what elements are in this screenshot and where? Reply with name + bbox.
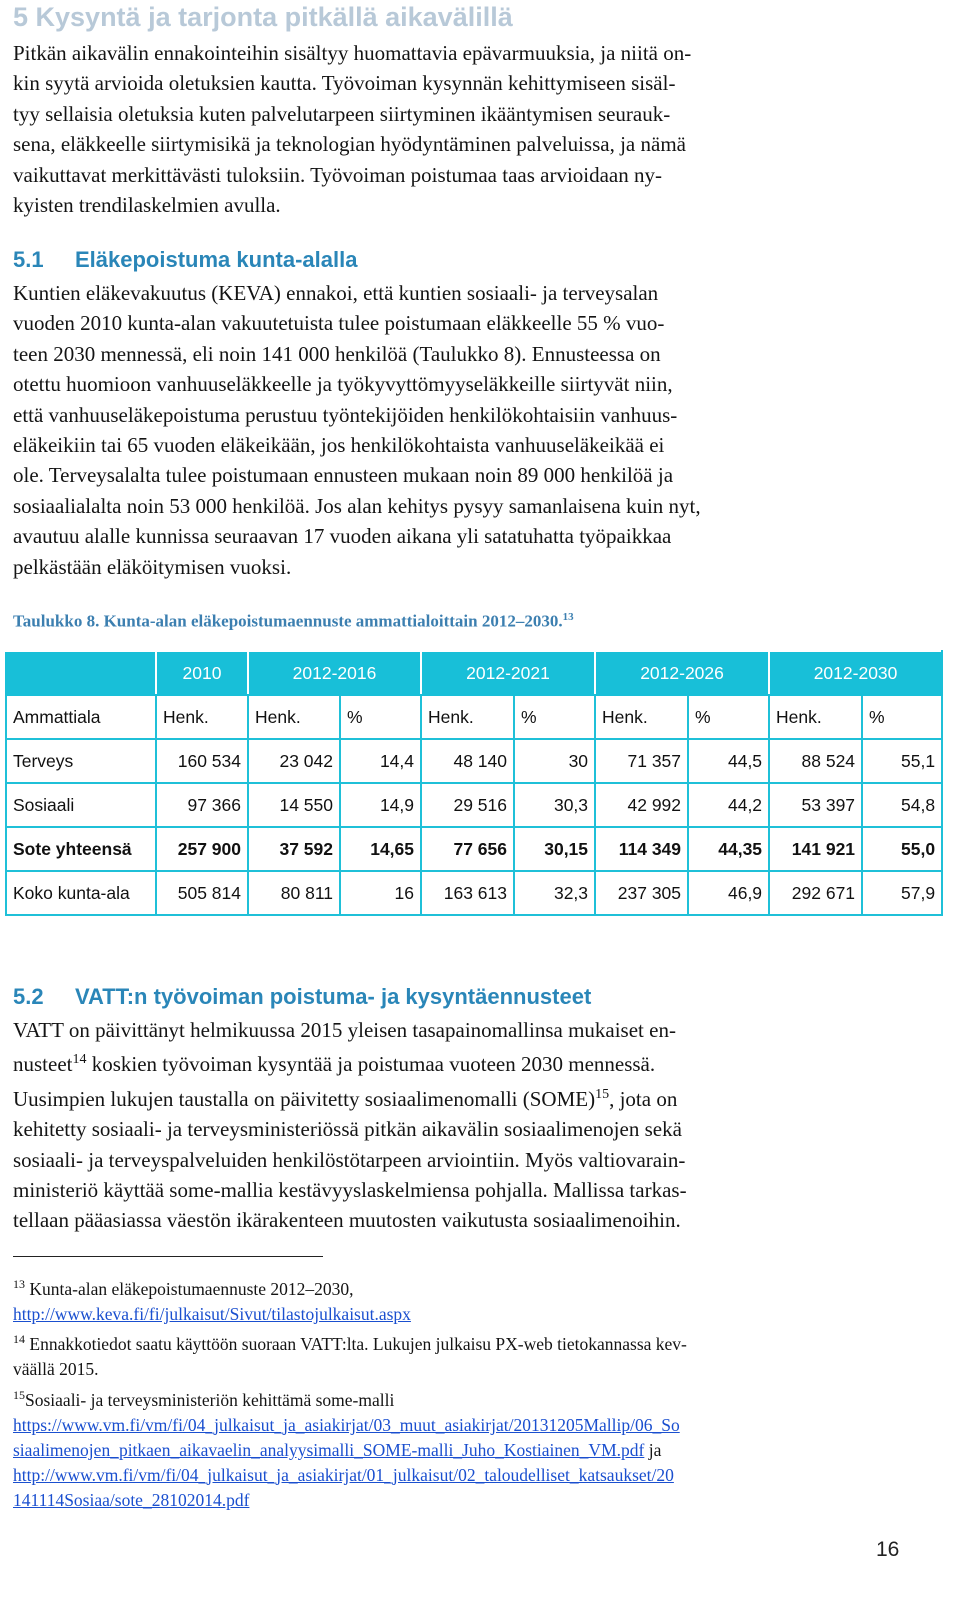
table-cell: 505 814 (156, 871, 248, 915)
section-5-1-line: että vanhuuseläkepoistuma perustuu työntekijöiden henkilökohtaisiin vanhuus- (13, 402, 678, 427)
table-period-header: 2012-2030 (769, 651, 942, 695)
table-row (6, 739, 942, 783)
chapter-heading: 5 Kysyntä ja tarjonta pitkällä aikavälillä (13, 2, 513, 32)
table-subheader-cell: % (688, 695, 769, 739)
table-period-header: 2012-2016 (248, 651, 421, 695)
section-5-2-line: nusteet$^{14}$ koskien työvoiman kysyntää ja poistumaa vuoteen 2030 mennessä. (13, 1052, 656, 1077)
section-5-1-line: eläkeikiin tai 65 vuoden eläkeikään, jos henkilökohtaista vanhuuseläkeikää ei (13, 433, 665, 458)
footnote-14-text: Ennakkotiedot saatu käyttöön suoraan VATT:lta. Lukujen julkaisu PX-web tietokannassa kev- (25, 1333, 687, 1354)
table-cell: 16 (340, 871, 421, 915)
table-cell: 14,4 (340, 739, 421, 783)
table-cell: 37 592 (248, 827, 340, 871)
table-cell: 97 366 (156, 783, 248, 827)
table-row (6, 783, 942, 827)
table-row-label: Koko kunta-ala (6, 871, 156, 915)
section-5-2-title: VATT:n työvoiman poistuma- ja kysyntäennusteet (75, 984, 592, 1009)
table-period-header: 2012-2026 (595, 651, 769, 695)
table-cell: 53 397 (769, 783, 862, 827)
section-5-1-line: Kuntien eläkevakuutus (KEVA) ennakoi, että kuntien sosiaali- ja terveysalan (13, 281, 659, 305)
intro-line: sena, eläkkeelle siirtymisikä ja teknologian hyödyntäminen palveluissa, ja nämä (13, 132, 686, 157)
table-cell: 77 656 (421, 827, 514, 871)
table-cell: 55,0 (862, 827, 942, 871)
section-5-2-paragraph (13, 1015, 933, 1236)
footnote-13-link[interactable]: http://www.keva.fi/fi/julkaisut/Sivut/tilastojulkaisut.aspx (13, 1303, 411, 1324)
table-cell: 30,15 (514, 827, 595, 871)
footnote-15-joiner: ja (644, 1439, 662, 1460)
footnote-14-text-cont: väällä 2015. (13, 1358, 99, 1379)
section-5-2-line: sosiaali- ja terveyspalveluiden henkilöstötarpeen arviointiin. Myös valtiovarain- (13, 1147, 686, 1172)
page-number: 16 (876, 1538, 900, 1561)
footnote-15 (13, 1383, 943, 1513)
intro-line: kyisten trendilaskelmien avulla. (13, 193, 281, 218)
table-subheader-cell: Henk. (595, 695, 688, 739)
table-cell: 44,2 (688, 783, 769, 827)
section-5-2-line: VATT on päivittänyt helmikuussa 2015 yleisen tasapainomallinsa mukaiset en- (13, 1018, 676, 1042)
intro-line: vaikuttavat merkittävästi tuloksiin. Työvoiman poistumaa taas arvioidaan ny- (13, 162, 663, 187)
table-caption-text: Taulukko 8. Kunta-alan eläkepoistumaennuste ammattialoittain 2012–2030. (13, 611, 563, 631)
section-5-2-line: tellaan pääasiassa väestön ikärakenteen muutosten vaikutusta sosiaalimenoihin. (13, 1208, 681, 1233)
table-cell: 88 524 (769, 739, 862, 783)
section-5-2-line: Uusimpien lukujen taustalla on päivitetty sosiaalimenomalli (SOME)$^{15}$, jota on (13, 1086, 678, 1111)
section-5-1-line: sosiaalialalta noin 53 000 henkilöä. Jos alan kehitys pysyy samanlaisena kuin nyt, (13, 493, 701, 518)
table-cell: 292 671 (769, 871, 862, 915)
table-cell: 32,3 (514, 871, 595, 915)
table-row-label: Sote yhteensä (6, 827, 156, 871)
table-cell: 30 (514, 739, 595, 783)
intro-line: kin syytä arvioida oletuksien kautta. Työvoiman kysynnän kehittymiseen sisäl- (13, 71, 676, 96)
table-cell: 141 921 (769, 827, 862, 871)
section-5-1-paragraph (13, 278, 933, 582)
table-subheader-cell: % (862, 695, 942, 739)
table-caption-footnote-ref: 13 (562, 611, 574, 623)
table-cell: 160 534 (156, 739, 248, 783)
footnote-15-link-1-cont[interactable]: siaalimenojen_pitkaen_aikavaelin_analyysimalli_SOME-malli_Juho_Kostiainen_VM.pdf (13, 1439, 645, 1460)
table-cell: 23 042 (248, 739, 340, 783)
table-cell: 71 357 (595, 739, 688, 783)
section-5-2-heading (13, 982, 591, 1012)
table-cell: 30,3 (514, 783, 595, 827)
table-row (6, 871, 942, 915)
footnote-15-link-2[interactable]: http://www.vm.fi/vm/fi/04_julkaisut_ja_asiakirjat/01_julkaisut/02_taloudelliset_katsaukset/20 (13, 1464, 674, 1485)
section-5-1-title: Eläkepoistuma kunta-alalla (75, 247, 358, 272)
footnote-15-mark: 15 (13, 1388, 25, 1402)
footnote-15-link-2-cont[interactable]: 141114Sosiaa/sote_28102014.pdf (13, 1489, 250, 1510)
table-cell: 163 613 (421, 871, 514, 915)
table-cell: 237 305 (595, 871, 688, 915)
section-5-2-line: ministeriö käyttää some-mallia kestävyyslaskelmiensa pohjalla. Mallissa tarkas- (13, 1178, 687, 1203)
table-cell: 29 516 (421, 783, 514, 827)
table-period-header-row (6, 651, 942, 695)
table-cell: 114 349 (595, 827, 688, 871)
table-cell: 46,9 (688, 871, 769, 915)
footnote-14 (13, 1327, 943, 1382)
section-5-2-line: kehitetty sosiaali- ja terveysministeriössä pitkän aikavälin sosiaalimenojen sekä (13, 1117, 682, 1142)
table-cell: 44,5 (688, 739, 769, 783)
table-subheader-cell: Henk. (421, 695, 514, 739)
table-cell: 42 992 (595, 783, 688, 827)
table-cell: 57,9 (862, 871, 942, 915)
table-subheader-cell: Henk. (769, 695, 862, 739)
table-cell: 44,35 (688, 827, 769, 871)
footnote-14-mark: 14 (13, 1332, 25, 1346)
footnote-13-mark: 13 (13, 1277, 25, 1291)
table-cell: 55,1 (862, 739, 942, 783)
footnote-15-link-1[interactable]: https://www.vm.fi/vm/fi/04_julkaisut_ja_asiakirjat/03_muut_asiakirjat/20131205Mallip/06_So (13, 1414, 680, 1435)
section-5-1-number: 5.1 (13, 247, 44, 272)
footnote-reference: 14 (72, 1052, 87, 1068)
section-5-1-line: vuoden 2010 kunta-alan vakuutetuista tulee poistumaan eläkkeelle 55 % vuo- (13, 311, 665, 336)
table-subheader-cell: % (514, 695, 595, 739)
table-subheader-cell: Ammattiala (6, 695, 156, 739)
table-subheader-row (6, 695, 942, 739)
table-subheader-cell: Henk. (156, 695, 248, 739)
footnote-separator (13, 1256, 323, 1257)
retirement-forecast-table (5, 650, 943, 916)
table-row (6, 827, 942, 871)
table-subheader-cell: Henk. (248, 695, 340, 739)
table-cell: 14,9 (340, 783, 421, 827)
table-row-label: Terveys (6, 739, 156, 783)
section-5-1-heading (13, 245, 357, 275)
intro-paragraph (13, 38, 933, 220)
table-cell: 14,65 (340, 827, 421, 871)
table-cell: 54,8 (862, 783, 942, 827)
intro-line: tyy sellaisia oletuksia kuten palvelutarpeen siirtyminen ikääntymisen seurauk- (13, 101, 671, 126)
table-row-label: Sosiaali (6, 783, 156, 827)
table-header-empty-cell (6, 651, 156, 695)
table-period-header: 2012-2021 (421, 651, 595, 695)
section-5-1-line: pelkästään eläköitymisen vuoksi. (13, 554, 292, 579)
footnote-13-text: Kunta-alan eläkepoistumaennuste 2012–2030, (25, 1278, 354, 1299)
footnote-15-text: Sosiaali- ja terveysministeriön kehittämä some-malli (25, 1389, 395, 1410)
table-cell: 48 140 (421, 739, 514, 783)
intro-line: Pitkän aikavälin ennakointeihin sisältyy huomattavia epävarmuuksia, ja niitä on- (13, 41, 692, 65)
footnote-reference: 15 (595, 1086, 610, 1102)
table-cell: 257 900 (156, 827, 248, 871)
table-subheader-cell: % (340, 695, 421, 739)
section-5-2-number: 5.2 (13, 984, 44, 1009)
section-5-1-line: teen 2030 mennessä, eli noin 141 000 henkilöä (Taulukko 8). Ennusteessa on (13, 341, 661, 366)
section-5-1-line: avautuu alalle kunnissa seuraavan 17 vuoden aikana yli satatuhatta työpaikkaa (13, 524, 672, 549)
table-period-header: 2010 (156, 651, 248, 695)
table-cell: 14 550 (248, 783, 340, 827)
footnote-13 (13, 1272, 943, 1327)
table-caption (13, 605, 574, 634)
section-5-1-line: ole. Terveysalalta tulee poistumaan ennusteen mukaan noin 89 000 henkilöä ja (13, 463, 674, 488)
section-5-1-line: otettu huomioon vanhuuseläkkeelle ja työkyvyttömyyseläkkeille siirtyvät niin, (13, 372, 673, 397)
table-cell: 80 811 (248, 871, 340, 915)
